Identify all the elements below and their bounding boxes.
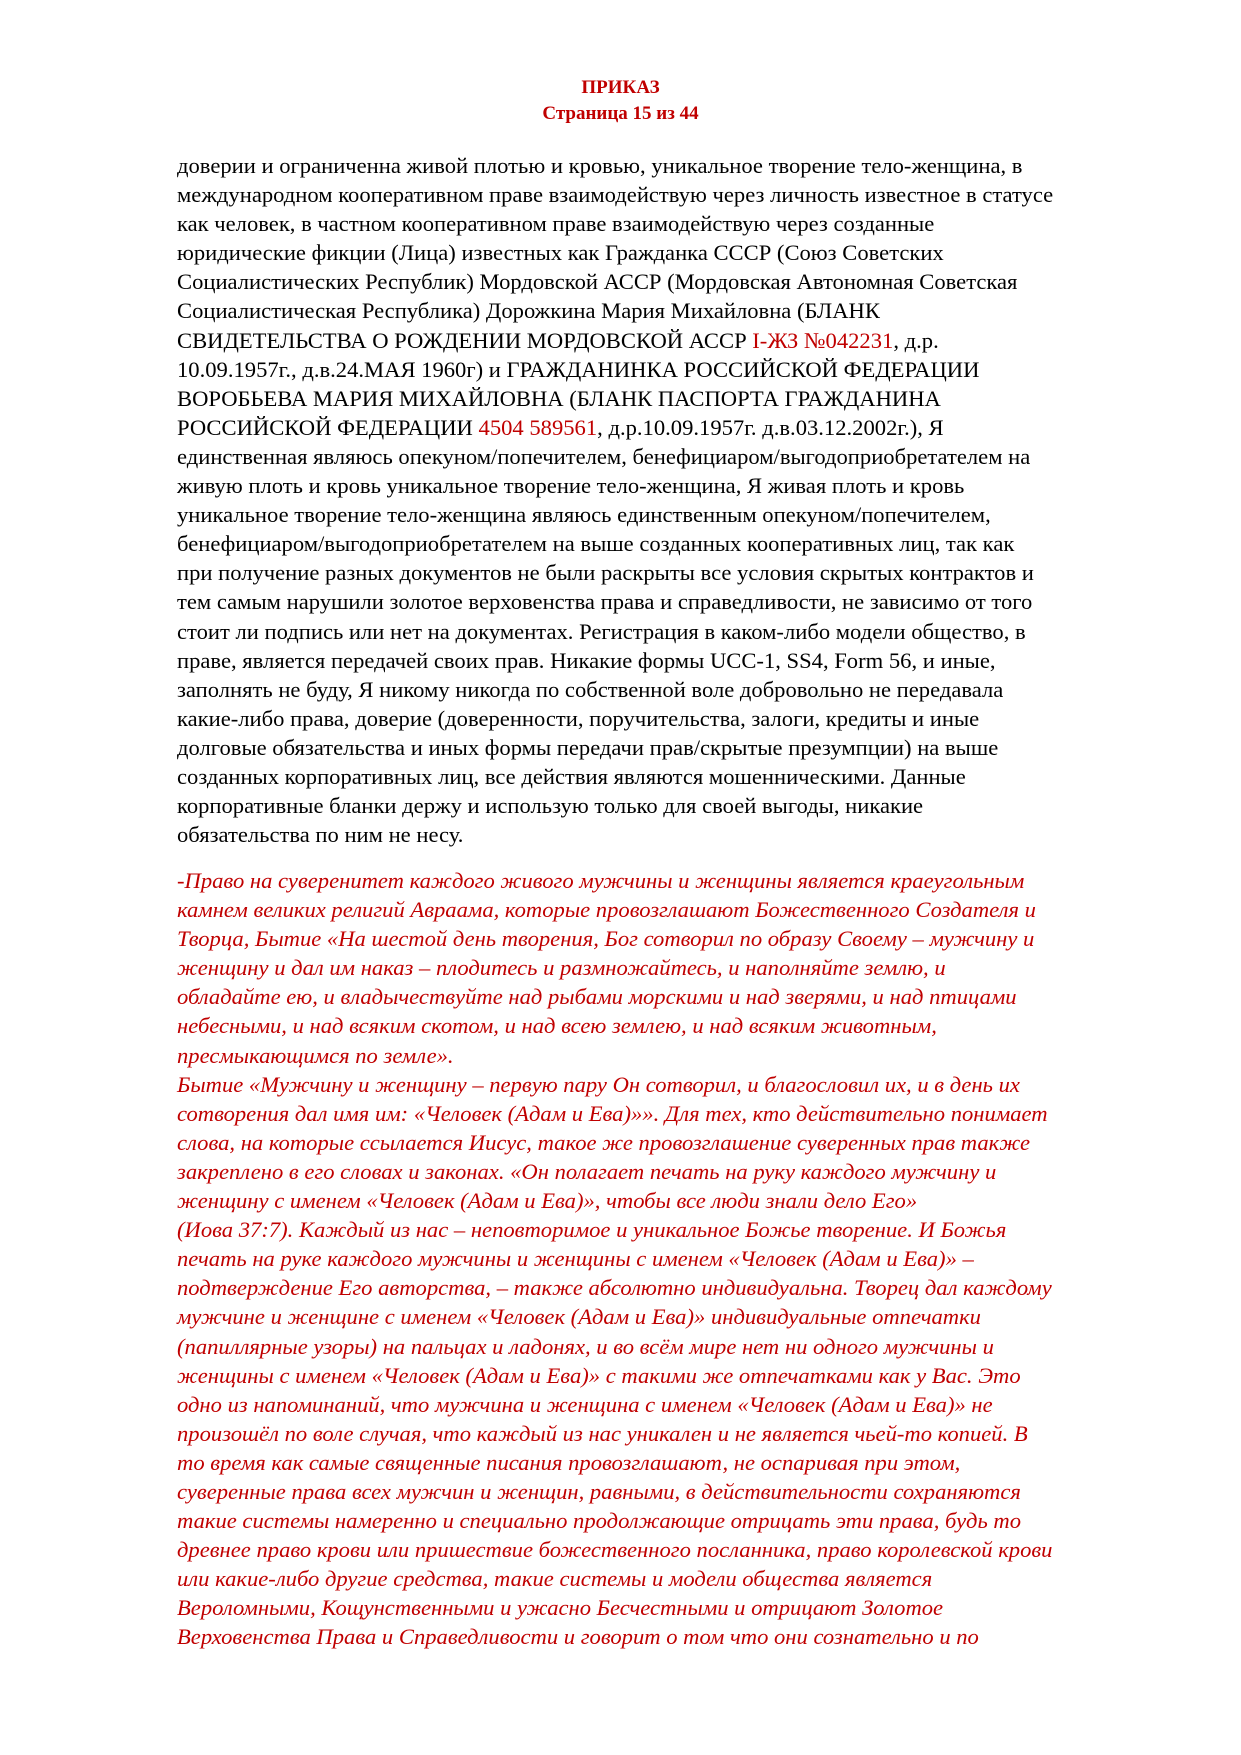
quote-line: камнем великих религий Авраама, которые провозглашают Божественного Создателя и xyxy=(177,897,1036,923)
text-line: стоит ли подпись или нет на документах. Регистрация в каком-либо модели общество, в xyxy=(177,618,1026,644)
scripture-quote-block xyxy=(177,866,1167,1652)
quote-line: слова, на которые ссылается Иисус, такое же провозглашение суверенных прав также xyxy=(177,1129,1030,1155)
quote-line: древнее право крови или пришествие божественного посланника, право королевской крови xyxy=(177,1537,1053,1563)
text-line: Социалистическая Республика) Дорожкина Мария Михайловна (БЛАНК xyxy=(177,298,880,324)
quote-line: женщину с именем «Человек (Адам и Ева)», чтобы все люди знали дело Его» xyxy=(177,1188,918,1214)
quote-line: (Иова 37:7). Каждый из нас – неповторимое и уникальное Божье творение. И Божья xyxy=(177,1217,1007,1243)
text-line: созданных корпоративных лиц, все действия являются мошенническими. Данные xyxy=(177,763,966,789)
text-line: Социалистических Республик) Мордовской АССР (Мордовская Автономная Советская xyxy=(177,269,1018,295)
text-line: живую плоть и кровь уникальное творение тело-женщина, Я живая плоть и кровь xyxy=(177,473,965,499)
main-paragraph xyxy=(177,151,1157,849)
text-line: международном кооперативном праве взаимодействую через личность известное в статусе xyxy=(177,182,1054,208)
quote-line: Творца, Бытие «На шестой день творения, Бог сотворил по образу Своему – мужчину и xyxy=(177,926,1035,952)
quote-line: печать на руке каждого мужчины и женщины с именем «Человек (Адам и Ева)» – xyxy=(177,1246,974,1272)
text-line: заполнять не буду, Я никому никогда по собственной воле добровольно не передавала xyxy=(177,676,1004,702)
quote-line: небесными, и над всяким скотом, и над всею землею, и над всяким животным, xyxy=(177,1013,937,1039)
quote-line: произошёл по воле случая, что каждый из нас уникален и не является чьей-то копией. В xyxy=(177,1420,1028,1446)
text-line: уникальное творение тело-женщина являюсь единственным опекуном/попечителем, xyxy=(177,502,991,528)
text-line xyxy=(177,413,1157,442)
quote-line: суверенные права всех мужчин и женщин, равными, в действительности сохраняются xyxy=(177,1478,1021,1504)
quote-line: одно из напоминаний, что мужчина и женщина с именем «Человек (Адам и Ева)» не xyxy=(177,1391,993,1417)
birth-certificate-number: I-ЖЗ №042231 xyxy=(752,327,894,353)
quote-line: сотворения дал имя им: «Человек (Адам и Ева)»». Для тех, кто действительно понимает xyxy=(177,1100,1048,1126)
text-line: как человек, в частном кооперативном праве взаимодействую через созданные xyxy=(177,211,935,237)
text-segment: , д.р.10.09.1957г. д.в.03.12.2002г.), Я xyxy=(597,414,944,440)
text-line: обязательства по ним не несу. xyxy=(177,822,464,848)
text-segment: РОССИЙСКОЙ ФЕДЕРАЦИИ xyxy=(177,414,479,440)
quote-line: или какие-либо другие средства, такие системы и модели общества является xyxy=(177,1566,933,1592)
quote-line: подтверждение Его авторства, – также абсолютно индивидуальна. Творец дал каждому xyxy=(177,1275,1052,1301)
text-line: праве, является передачей своих прав. Никакие формы UCC-1, SS4, Form 56, и иные, xyxy=(177,647,996,673)
text-segment: , д.р. xyxy=(893,327,939,353)
quote-line: -Право на суверенитет каждого живого мужчины и женщины является краеугольным xyxy=(177,868,1025,893)
text-line: какие-либо права, доверие (доверенности, поручительства, залоги, кредиты и иные xyxy=(177,705,980,731)
text-line: при получение разных документов не были раскрыты все условия скрытых контрактов и xyxy=(177,560,1034,586)
text-line: ВОРОБЬЕВА МАРИЯ МИХАЙЛОВНА (БЛАНК ПАСПОРТА ГРАЖДАНИНА xyxy=(177,385,941,411)
text-line: тем самым нарушили золотое верховенства права и справедливости, не зависимо от того xyxy=(177,589,1033,615)
page-number: Страница 15 из 44 xyxy=(542,103,699,124)
quote-line: то время как самые священные писания провозглашают, не оспаривая при этом, xyxy=(177,1449,961,1475)
quote-line: мужчине и женщине с именем «Человек (Адам и Ева)» индивидуальные отпечатки xyxy=(177,1304,981,1330)
text-line xyxy=(177,326,1157,355)
text-line: корпоративные бланки держу и использую только для своей выгоды, никакие xyxy=(177,793,924,819)
quote-line: женщины с именем «Человек (Адам и Ева)» с такими же отпечатками как у Вас. Это xyxy=(177,1362,1021,1388)
quote-line: такие системы намеренно и специально продолжающие отрицать эти права, будь то xyxy=(177,1508,1022,1534)
quote-line: закреплено в его словах и законах. «Он полагает печать на руку каждого мужчину и xyxy=(177,1158,997,1184)
quote-line: Верховенства Права и Справедливости и говорит о том что они сознательно и по xyxy=(177,1624,979,1650)
document-title: ПРИКАЗ xyxy=(581,77,660,98)
quote-line: обладайте ею, и владычествуйте над рыбами морскими и над зверями, и над птицами xyxy=(177,984,1017,1010)
text-line: доверии и ограниченна живой плотью и кровью, уникальное творение тело-женщина, в xyxy=(177,153,1023,178)
text-line: юридические фикции (Лица) известных как Гражданка СССР (Союз Советских xyxy=(177,240,944,266)
page-header xyxy=(0,75,1241,127)
passport-number: 4504 589561 xyxy=(478,414,598,440)
quote-line: Вероломными, Кощунственными и ужасно Бесчестными и отрицают Золотое xyxy=(177,1595,944,1621)
text-segment: СВИДЕТЕЛЬСТВА О РОЖДЕНИИ МОРДОВСКОЙ АССР xyxy=(177,327,753,353)
text-line: единственная являюсь опекуном/попечителем, бенефициаром/выгодоприобретателем на xyxy=(177,443,1031,469)
text-line: долговые обязательства и иных формы передачи прав/скрытые презумпции) на выше xyxy=(177,734,999,760)
text-line: бенефициаром/выгодоприобретателем на выше созданных кооперативных лиц, так как xyxy=(177,531,1015,557)
text-line: 10.09.1957г., д.в.24.МАЯ 1960г) и ГРАЖДАНИНКА РОССИЙСКОЙ ФЕДЕРАЦИИ xyxy=(177,356,980,382)
quote-line: женщину и дал им наказ – плодитесь и размножайтесь, и наполняйте землю, и xyxy=(177,955,946,981)
quote-line: Бытие «Мужчину и женщину – первую пару Он сотворил, и благословил их, и в день их xyxy=(177,1071,1020,1097)
quote-line: (папиллярные узоры) на пальцах и ладонях, и во всём мире нет ни одного мужчины и xyxy=(177,1333,994,1359)
quote-line: пресмыкающимся по земле». xyxy=(177,1042,454,1068)
